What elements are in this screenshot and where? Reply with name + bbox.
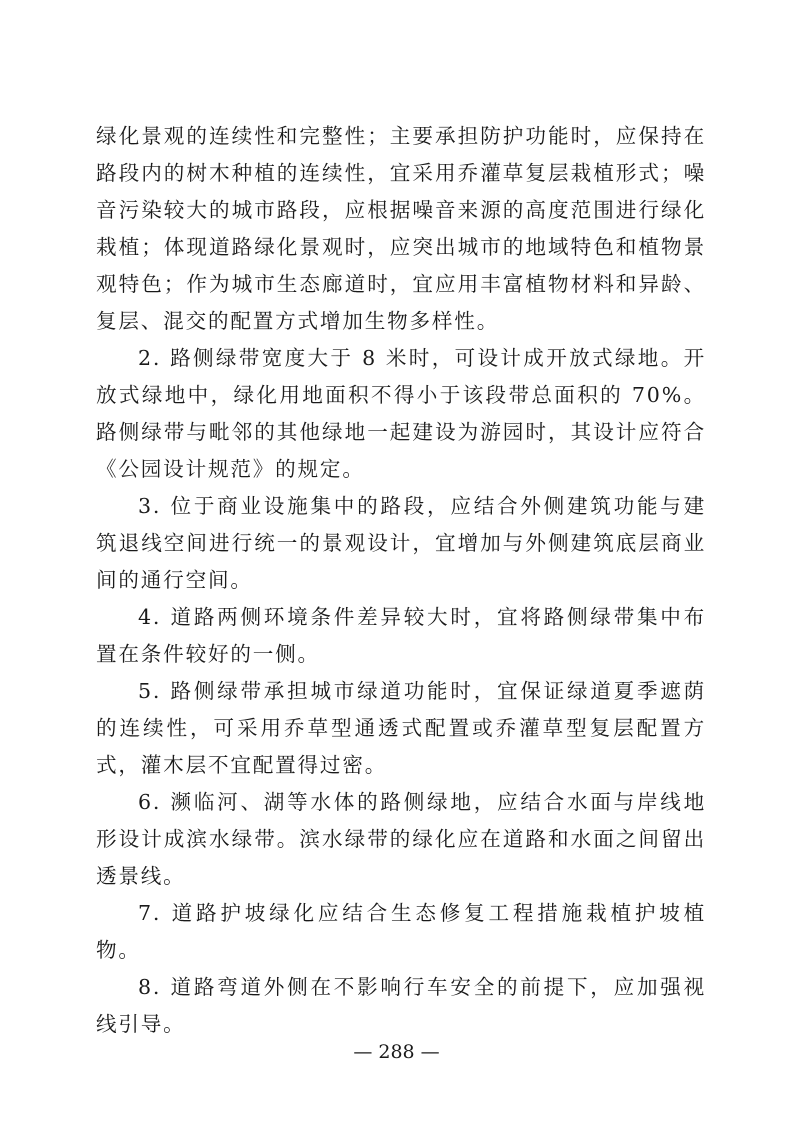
paragraph-item-6: 6. 濒临河、湖等水体的路侧绿地，应结合水面与岸线地形设计成滨水绿带。滨水绿带的绿化应在道路和水面之间留出透景线。	[96, 790, 706, 888]
paragraph-item-4: 4. 道路两侧环境条件差异较大时，宜将路侧绿带集中布置在条件较好的一侧。	[96, 605, 706, 666]
paragraph-item-3: 3. 位于商业设施集中的路段，应结合外侧建筑功能与建筑退线空间进行统一的景观设计，宜增加与外侧建筑底层商业间的通行空间。	[96, 494, 706, 592]
paragraph-item-5: 5. 路侧绿带承担城市绿道功能时，宜保证绿道夏季遮荫的连续性，可采用乔草型通透式配置或乔灌草型复层配置方式，灌木层不宜配置得过密。	[96, 679, 706, 777]
paragraph-item-7: 7. 道路护坡绿化应结合生态修复工程措施栽植护坡植物。	[96, 901, 706, 962]
body-text	[96, 118, 706, 1043]
paragraph-item-8: 8. 道路弯道外侧在不影响行车安全的前提下，应加强视线引导。	[96, 975, 706, 1036]
page-number: — 288 —	[353, 1041, 440, 1063]
paragraph-continuation: 绿化景观的连续性和完整性；主要承担防护功能时，应保持在路段内的树木种植的连续性，宜采用乔灌草复层栽植形式；噪音污染较大的城市路段，应根据噪音来源的高度范围进行绿化栽植；体现道路绿化景观时，应突出城市的地域特色和植物景观特色；作为城市生态廊道时，宜应用丰富植物材料和异龄、复层、混交的配置方式增加生物多样性。	[96, 124, 706, 333]
paragraph-item-2: 2. 路侧绿带宽度大于 8 米时，可设计成开放式绿地。开放式绿地中，绿化用地面积不得小于该段带总面积的 70%。路侧绿带与毗邻的其他绿地一起建设为游园时，其设计应符合《公园设计规范》的规定。	[96, 346, 706, 481]
